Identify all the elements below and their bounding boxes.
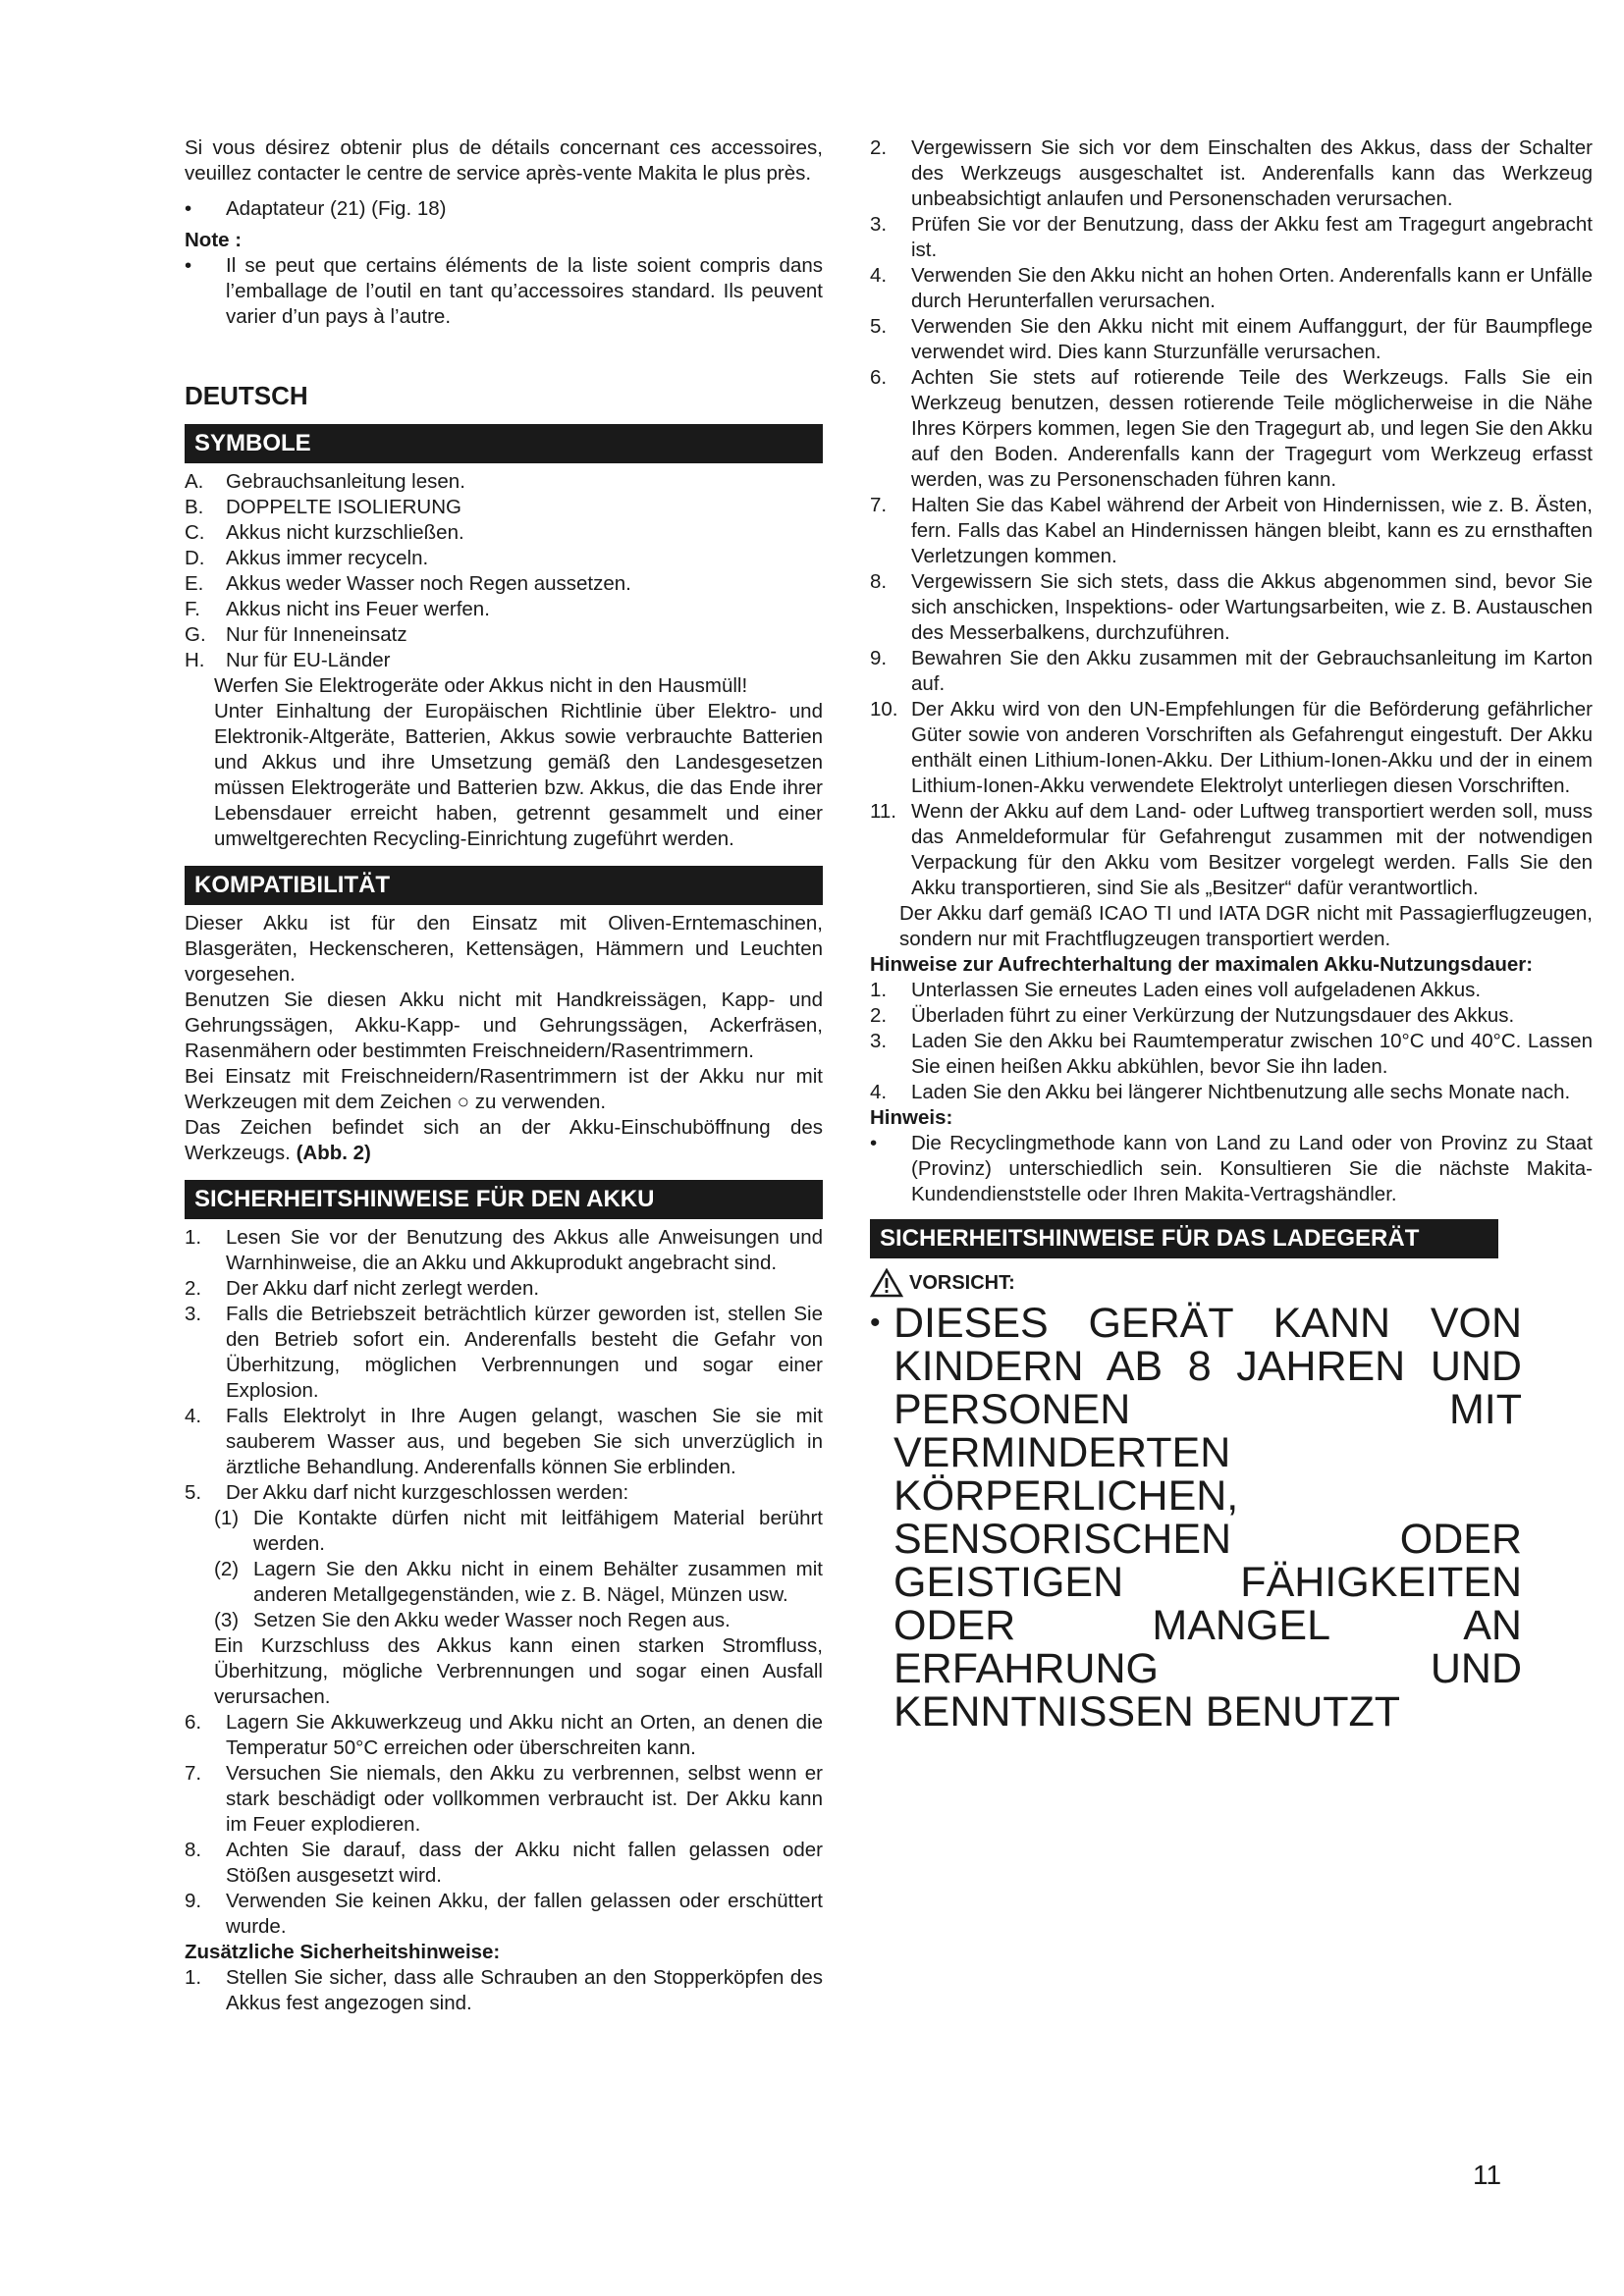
safety-item-text: Prüfen Sie vor der Benutzung, dass der Akku fest am Tragegurt angebracht ist.: [911, 213, 1593, 261]
safety-item-number: 3.: [185, 1303, 202, 1325]
symbol-item-number: F.: [185, 598, 200, 620]
extra-list: [185, 1965, 823, 2016]
safety-item: [185, 1404, 823, 1480]
safety-heading: SICHERHEITSHINWEISE FÜR DEN AKKU: [185, 1180, 823, 1219]
symbol-item: [185, 495, 823, 520]
fr-note-text: Il se peut que certains éléments de la liste soient compris dans l’emballage de l’outil en tant qu’accessoires standard. Ils peuvent varier d’un pays à l’autre.: [226, 254, 823, 328]
safety-sub-item: [185, 1608, 823, 1633]
safety-item-number: 7.: [185, 1762, 202, 1785]
safety-item: [870, 799, 1593, 901]
fr-intro: Si vous désirez obtenir plus de détails concernant ces accessoires, veuillez contacter le centre de service après-vente Makita le plus près.: [185, 136, 823, 185]
symbol-item: [185, 546, 823, 571]
safety-item-number: 11.: [870, 800, 896, 823]
symbol-item-number: D.: [185, 547, 205, 569]
bullet-icon: •: [185, 197, 192, 220]
eu-text-block: [185, 673, 823, 852]
safety-item-number: 4.: [870, 264, 888, 287]
safety-item: [185, 1889, 823, 1940]
safety-item: [185, 1838, 823, 1889]
safety-item-number: 5.: [870, 315, 888, 338]
safety-item-text: Vergewissern Sie sich stets, dass die Akkus abgenommen sind, bevor Sie sich anschicken, Inspektions- oder Wartungsarbeiten, wie z. B. Austauschen des Messerbalkens, durchzuführen.: [911, 570, 1593, 644]
symbole-list: [185, 469, 823, 673]
hinweis-text: Die Recyclingmethode kann von Land zu Land oder von Provinz zu Staat (Provinz) unterschiedlich sein. Konsultieren Sie die nächste Makita-Kundendienststelle oder Ihren Makita-Vertragshändler.: [911, 1132, 1593, 1205]
fr-bullet-item: [185, 196, 823, 222]
safety-item-text: Der Akku darf nicht zerlegt werden.: [226, 1277, 540, 1300]
page-number: 11: [1473, 2160, 1502, 2190]
warning-text: DIESES GERÄT KANN VON KINDERN AB 8 JAHREN UND PERSONEN MIT VERMINDERTEN KÖRPERLICHEN, SENSORISCHEN ODER GEISTIGEN FÄHIGKEITEN ODER MANGEL AN ERFAHRUNG UND KENNTNISSEN BENUTZT: [893, 1300, 1522, 1735]
bullet-icon: •: [870, 1132, 878, 1154]
eu-text-2: Unter Einhaltung der Europäischen Richtlinie über Elektro- und Elektronik-Altgeräte, Batterien, Akkus sowie verbrauchte Batterien und Akkus und ihre Umsetzung gemäß den Landesgesetzen müssen Elektrogeräte und Batterien bzw. Akkus, die das Ende ihrer Lebensdauer erreicht haben, getrennt gesammelt und einer umweltgerechten Recycling-Einrichtung zugeführt werden.: [214, 700, 823, 850]
life-item-text: Unterlassen Sie erneutes Laden eines voll aufgeladenen Akkus.: [911, 979, 1482, 1001]
safety-item: [870, 493, 1593, 569]
fr-note-label: Note :: [185, 229, 243, 251]
safety-item-text: Verwenden Sie den Akku nicht an hohen Orten. Anderenfalls kann er Unfälle durch Herunterfallen verursachen.: [911, 264, 1593, 312]
symbol-item-number: H.: [185, 649, 205, 671]
safety-item-text: Verwenden Sie keinen Akku, der fallen gelassen oder erschüttert wurde.: [226, 1890, 823, 1938]
symbol-item-number: G.: [185, 623, 206, 646]
right-column: [870, 135, 1593, 1734]
fr-bullet-text: Adaptateur (21) (Fig. 18): [226, 197, 447, 220]
safety-item-number: 6.: [870, 366, 888, 389]
safety-item-number: 5.: [185, 1481, 202, 1504]
symbole-heading: SYMBOLE: [185, 424, 823, 463]
safety-item-number: 4.: [185, 1405, 202, 1427]
safety-item-text: Versuchen Sie niemals, den Akku zu verbrennen, selbst wenn er stark beschädigt oder vollkommen verbraucht ist. Der Akku kann im Feuer explodieren.: [226, 1762, 823, 1836]
symbol-item-number: A.: [185, 470, 204, 493]
safety-sub-item: [185, 1506, 823, 1557]
safety-sub-item-text: Setzen Sie den Akku weder Wasser noch Regen aus.: [253, 1609, 731, 1631]
kompat-2: Benutzen Sie diesen Akku nicht mit Handkreissägen, Kapp- und Gehrungssägen, Akku-Kapp- und Gehrungssägen, Ackerfräsen, Rasenmähern oder bestimmten Freischneidern/Rasentrimmern.: [185, 988, 823, 1062]
life-item-number: 4.: [870, 1081, 888, 1103]
safety-item: [185, 1225, 823, 1276]
safety-5-tail: Ein Kurzschluss des Akkus kann einen starken Stromfluss, Überhitzung, mögliche Verbrennungen und sogar einen Ausfall verursachen.: [214, 1634, 823, 1708]
kompat-4: [185, 1115, 823, 1166]
eu-text-1: Werfen Sie Elektrogeräte oder Akkus nicht in den Hausmüll!: [214, 674, 748, 697]
kompat-4-ref: (Abb. 2): [296, 1142, 371, 1164]
safety-item-text: Achten Sie stets auf rotierende Teile des Werkzeugs. Falls Sie ein Werkzeug benutzen, dessen rotierende Teile möglicherweise in die Nähe Ihres Körpers kommen, legen Sie den Tragegurt ab, und legen Sie den Akku auf den Boden. Anderenfalls kann der Tragegurt vom Werkzeug erfasst werden, was zu Personenschaden führen kann.: [911, 366, 1593, 491]
life-item-text: Überladen führt zu einer Verkürzung der Nutzungsdauer des Akkus.: [911, 1004, 1515, 1027]
safety-item-text: Bewahren Sie den Akku zusammen mit der Gebrauchsanleitung im Karton auf.: [911, 647, 1593, 695]
symbol-item-text: Akkus nicht ins Feuer werfen.: [226, 598, 490, 620]
safety-item-number: 9.: [185, 1890, 202, 1912]
icao-text: Der Akku darf gemäß ICAO TI und IATA DGR nicht mit Passagierflugzeugen, sondern nur mit Frachtflugzeugen transportiert werden.: [899, 902, 1593, 950]
kompat-4-text: Das Zeichen befindet sich an der Akku-Einschuböffnung des Werkzeugs.: [185, 1116, 823, 1164]
hinweis-heading: Hinweis:: [870, 1106, 953, 1129]
safety-item: [185, 1710, 823, 1761]
caution-text: VORSICHT:: [909, 1272, 1015, 1294]
symbol-item: [185, 597, 823, 622]
safety-sub-item-text: Die Kontakte dürfen nicht mit leitfähigem Material berührt werden.: [253, 1507, 823, 1555]
safety-sub-item-number: (3): [214, 1609, 240, 1631]
safety-item-number: 8.: [185, 1839, 202, 1861]
life-item: [870, 978, 1593, 1003]
kompat-1: Dieser Akku ist für den Einsatz mit Oliven-Erntemaschinen, Blasgeräten, Heckenscheren, Kettensägen, Hämmern und Leuchten vorgesehen.: [185, 912, 823, 986]
life-item: [870, 1003, 1593, 1029]
extra-item-text: Stellen Sie sicher, dass alle Schrauben an den Stopperköpfen des Akkus fest angezogen sind.: [226, 1966, 823, 2014]
symbol-item: [185, 571, 823, 597]
symbol-item: [185, 469, 823, 495]
symbol-item-number: E.: [185, 572, 204, 595]
safety-list: [185, 1225, 823, 1506]
safety-item-number: 1.: [185, 1226, 202, 1249]
safety-sub-list: [185, 1506, 823, 1633]
kompat-heading: KOMPATIBILITÄT: [185, 866, 823, 905]
safety-item-text: Der Akku wird von den UN-Empfehlungen für die Beförderung gefährlicher Güter sowie von anderen Vorschriften als Gefahrengut eingestuft. Der Akku enthält einen Lithium-Ionen-Akku. Der Lithium-Ionen-Akku und der in einem Lithium-Ionen-Akku verwendete Elektrolyt unterliegen diesen Vorschriften.: [911, 698, 1593, 797]
symbol-item-text: Nur für Inneneinsatz: [226, 623, 407, 646]
safety-item-number: 10.: [870, 698, 898, 721]
symbol-item-text: Akkus weder Wasser noch Regen aussetzen.: [226, 572, 631, 595]
hinweis-item: [870, 1131, 1593, 1207]
extra-heading: Zusätzliche Sicherheitshinweise:: [185, 1941, 501, 1963]
life-item-number: 2.: [870, 1004, 888, 1027]
symbol-item-text: Gebrauchsanleitung lesen.: [226, 470, 465, 493]
safety-item: [185, 1302, 823, 1404]
safety-item-number: 3.: [870, 213, 888, 236]
safety-item: [185, 1276, 823, 1302]
safety-item-text: Achten Sie darauf, dass der Akku nicht fallen gelassen oder Stößen ausgesetzt wird.: [226, 1839, 823, 1887]
symbol-item: [185, 622, 823, 648]
symbol-item: [185, 520, 823, 546]
warning-text-block: [870, 1302, 1522, 1734]
safety-item-text: Halten Sie das Kabel während der Arbeit von Hindernissen, wie z. B. Ästen, fern. Falls das Kabel an Hindernissen hängen bleibt, kann es zu ernsthaften Verletzungen kommen.: [911, 494, 1593, 567]
safety-item-text: Lesen Sie vor der Benutzung des Akkus alle Anweisungen und Warnhinweise, die an Akku und Akkuprodukt angebracht sind.: [226, 1226, 823, 1274]
symbol-item-number: B.: [185, 496, 204, 518]
life-item: [870, 1080, 1593, 1105]
safety-item: [870, 314, 1593, 365]
safety-sub-item-number: (1): [214, 1507, 240, 1529]
life-item-number: 3.: [870, 1030, 888, 1052]
life-item: [870, 1029, 1593, 1080]
safety-item-number: 7.: [870, 494, 888, 516]
safety-sub-item-number: (2): [214, 1558, 240, 1580]
safety-item-text: Wenn der Akku auf dem Land- oder Luftweg transportiert werden soll, muss das Anmeldeformular für Gefahrengut zusammen mit der notwendigen Verpackung für den Akku vom Besitzer vorgelegt werden. Falls Sie den Akku transportieren, sind Sie als „Besitzer“ dafür verantwortlich.: [911, 800, 1593, 899]
extra-item: [185, 1965, 823, 2016]
warning-triangle-icon: [870, 1268, 903, 1298]
safety-item-text: Lagern Sie Akkuwerkzeug und Akku nicht an Orten, an denen die Temperatur 50°C erreichen oder überschreiten kann.: [226, 1711, 823, 1759]
safety-list-b: [185, 1710, 823, 1940]
life-item-number: 1.: [870, 979, 888, 1001]
safety-item-number: 9.: [870, 647, 888, 669]
charger-heading: SICHERHEITSHINWEISE FÜR DAS LADEGERÄT: [870, 1219, 1498, 1258]
life-item-text: Laden Sie den Akku bei Raumtemperatur zwischen 10°C und 40°C. Lassen Sie einen heißen Akku abkühlen, bevor Sie ihn laden.: [911, 1030, 1593, 1078]
safety-item: [185, 1761, 823, 1838]
fr-note-item: [185, 253, 823, 330]
safety-item: [185, 1480, 823, 1506]
safety-item-number: 2.: [870, 136, 888, 159]
symbol-item-text: Akkus immer recyceln.: [226, 547, 429, 569]
safety-item-text: Falls die Betriebszeit beträchtlich kürzer geworden ist, stellen Sie den Betrieb sofort ein. Anderenfalls besteht die Gefahr von Überhitzung, möglichen Verbrennungen und sogar einer Explosion.: [226, 1303, 823, 1402]
safety-item: [870, 212, 1593, 263]
safety-item: [870, 263, 1593, 314]
safety-item: [870, 135, 1593, 212]
safety-item: [870, 697, 1593, 799]
life-heading: Hinweise zur Aufrechterhaltung der maximalen Akku-Nutzungsdauer:: [870, 953, 1534, 976]
language-heading: DEUTSCH: [185, 381, 308, 410]
safety-sub-item-text: Lagern Sie den Akku nicht in einem Behälter zusammen mit anderen Metallgegenständen, wie z. B. Nägel, Münzen usw.: [253, 1558, 823, 1606]
safety-item-text: Vergewissern Sie sich vor dem Einschalten des Akkus, dass der Schalter des Werkzeugs ausgeschaltet ist. Anderenfalls kann das Werkzeug unbeabsichtigt anlaufen und Personenschaden verursachen.: [911, 136, 1593, 210]
safety-item-text: Verwenden Sie den Akku nicht mit einem Auffanggurt, der für Baumpflege verwendet wird. Dies kann Sturzunfälle verursachen.: [911, 315, 1593, 363]
safety-item-number: 6.: [185, 1711, 202, 1734]
symbol-item: [185, 648, 823, 673]
safety-item-text: Der Akku darf nicht kurzgeschlossen werden:: [226, 1481, 629, 1504]
life-list: [870, 978, 1593, 1105]
caution-label: [870, 1268, 1593, 1298]
safety-item-number: 8.: [870, 570, 888, 593]
kompat-3: Bei Einsatz mit Freischneidern/Rasentrimmern ist der Akku nur mit Werkzeugen mit dem Zeichen ○ zu verwenden.: [185, 1065, 823, 1113]
right-safety-list: [870, 135, 1593, 901]
safety-item-text: Falls Elektrolyt in Ihre Augen gelangt, waschen Sie sie mit sauberem Wasser aus, und begeben Sie sich unverzüglich in ärztliche Behandlung. Anderenfalls können Sie erblinden.: [226, 1405, 823, 1478]
life-item-text: Laden Sie den Akku bei längerer Nichtbenutzung alle sechs Monate nach.: [911, 1081, 1571, 1103]
safety-item: [870, 365, 1593, 493]
symbol-item-text: Akkus nicht kurzschließen.: [226, 521, 464, 544]
safety-item: [870, 569, 1593, 646]
symbol-item-text: Nur für EU-Länder: [226, 649, 391, 671]
bullet-icon: •: [185, 254, 192, 277]
safety-item-number: 2.: [185, 1277, 202, 1300]
left-column: [185, 135, 823, 2016]
safety-item: [870, 646, 1593, 697]
safety-sub-item: [185, 1557, 823, 1608]
symbol-item-number: C.: [185, 521, 205, 544]
extra-item-number: 1.: [185, 1966, 202, 1989]
symbol-item-text: DOPPELTE ISOLIERUNG: [226, 496, 461, 518]
bullet-icon: •: [870, 1307, 881, 1339]
